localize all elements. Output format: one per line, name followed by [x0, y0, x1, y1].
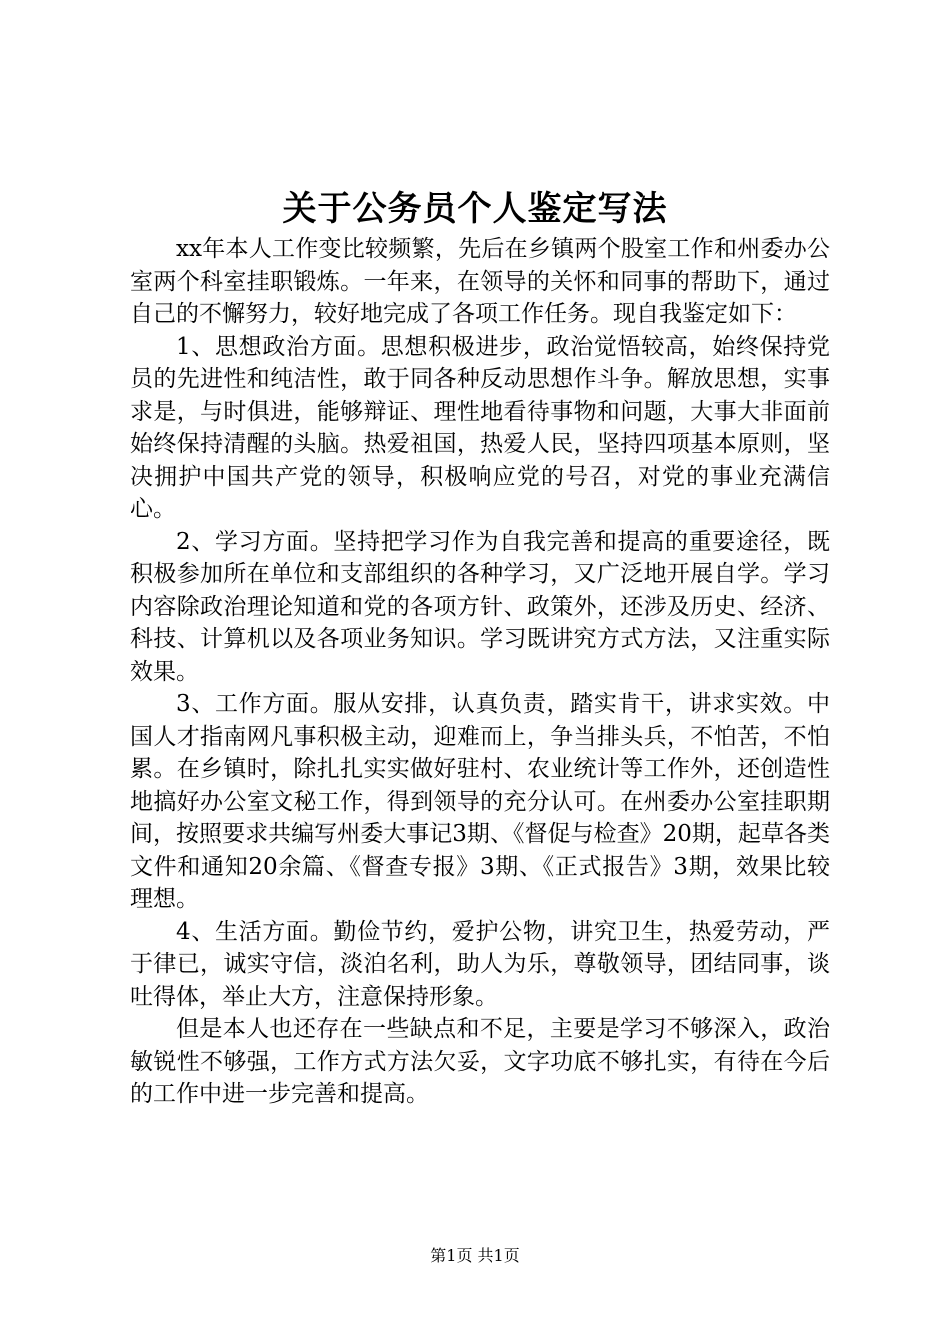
page-number-footer: 第1页 共1页	[430, 1246, 520, 1265]
document-body	[130, 233, 830, 1111]
document-title: 关于公务员个人鉴定写法	[282, 189, 668, 229]
paragraph-study: 2、学习方面。坚持把学习作为自我完善和提高的重要途径，既积极参加所在单位和支部组织的各种学习，又广泛地开展自学。学习内容除政治理论知道和党的各项方针、政策外，还涉及历史、经济、科技、计算机以及各项业务知识。学习既讲究方式方法，又注重实际效果。	[130, 528, 830, 685]
paragraph-work: 3、工作方面。服从安排，认真负责，踏实肯干，讲求实效。中国人才指南网凡事积极主动，迎难而上，争当排头兵，不怕苦，不怕累。在乡镇时，除扎扎实实做好驻村、农业统计等工作外，还创造性地搞好办公室文秘工作，得到领导的充分认可。在州委办公室挂职期间，按照要求共编写州委大事记3期、《督促与检查》20期，起草各类文件和通知20余篇、《督查专报》3期、《正式报告》3期，效果比较理想。	[130, 691, 830, 912]
paragraph-life: 4、生活方面。勤俭节约，爱护公物，讲究卫生，热爱劳动，严于律已，诚实守信，淡泊名利，助人为乐，尊敬领导，团结同事，谈吐得体，举止大方，注意保持形象。	[130, 918, 830, 1010]
paragraph-politics: 1、思想政治方面。思想积极进步，政治觉悟较高，始终保持党员的先进性和纯洁性，敢于同各种反动思想作斗争。解放思想，实事求是，与时俱进，能够辩证、理性地看待事物和问题，大事大非面前始终保持清醒的头脑。热爱祖国，热爱人民，坚持四项基本原则，坚决拥护中国共产党的领导，积极响应党的号召，对党的事业充满信心。	[130, 333, 830, 522]
paragraph-intro: xx年本人工作变比较频繁，先后在乡镇两个股室工作和州委办公室两个科室挂职锻炼。一年来，在领导的关怀和同事的帮助下，通过自己的不懈努力，较好地完成了各项工作任务。现自我鉴定如下：	[130, 236, 830, 327]
paragraph-shortcomings: 但是本人也还存在一些缺点和不足，主要是学习不够深入，政治敏锐性不够强，工作方式方法欠妥，文字功底不够扎实，有待在今后的工作中进一步完善和提高。	[130, 1016, 830, 1107]
